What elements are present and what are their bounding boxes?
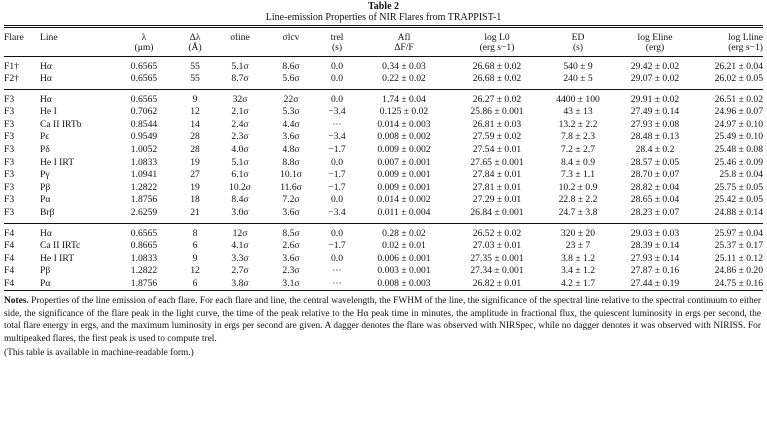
cell-sigma-lcv: 3.6σ [282,207,300,219]
cell-flare: F1† [4,60,19,72]
cell-log-lline: 24.97 ± 0.10 [714,118,763,130]
cell-line: Pβ [40,265,51,277]
bottom-rule [4,290,763,291]
cell-line: Pα [40,194,51,206]
col-header-log-lline: log Lline [728,32,763,44]
cell-flare: F3 [4,131,15,143]
notes-label: Notes. [4,296,29,307]
cell-wavelength: 1.2822 [130,181,158,193]
cell-sigma-lcv: 2.3σ [282,265,300,277]
cell-wavelength: 1.0833 [130,252,158,264]
cell-trel: −3.4 [328,106,346,118]
table-row [4,240,763,253]
cell-wavelength: 0.6565 [130,93,158,105]
cell-flare: F3 [4,118,15,130]
cell-amplitude: 0.011 ± 0.004 [377,207,431,219]
cell-log-lline: 24.75 ± 0.16 [714,278,763,289]
cell-trel: 0.0 [331,93,343,105]
cell-ed: 8.4 ± 0.9 [560,156,596,168]
cell-line: Ca II IRTc [40,240,81,252]
cell-log-lline: 25.97 ± 0.04 [714,227,763,239]
cell-flare: F3 [4,194,15,206]
cell-ed: 4400 ± 100 [556,93,600,105]
cell-sigma-line: 8.7σ [231,73,249,85]
cell-sigma-lcv: 2.6σ [282,240,300,252]
cell-log-lline: 26.21 ± 0.04 [714,60,763,72]
cell-flare: F2† [4,73,19,85]
cell-fwhm: 55 [190,60,200,72]
cell-sigma-line: 2.7σ [231,265,249,277]
cell-log-lline: 24.88 ± 0.14 [714,207,763,219]
table-title: Line-emission Properties of NIR Flares from TRAPPIST-1 [265,12,502,23]
cell-ed: 13.2 ± 2.2 [558,118,598,130]
cell-flare: F3 [4,106,15,118]
cell-ed: 7.8 ± 2.3 [560,131,596,143]
cell-log-l0: 26.82 ± 0.01 [472,278,522,289]
table-row [4,144,763,157]
cell-flare: F3 [4,144,15,156]
cell-ed: 7.3 ± 1.1 [560,169,596,181]
cell-amplitude: 0.02 ± 0.01 [382,240,426,252]
cell-fwhm: 6 [192,278,198,289]
cell-fwhm: 14 [190,118,200,130]
col-header-line: Line [40,32,58,44]
cell-amplitude: 0.014 ± 0.002 [377,194,431,206]
cell-sigma-lcv: 7.2σ [282,194,300,206]
cell-trel: 0.0 [331,156,343,168]
cell-ed: 4.2 ± 1.7 [560,278,596,289]
col-unit-flare [4,43,40,57]
col-unit-sigma-line [214,43,266,57]
cell-amplitude: 0.22 ± 0.02 [382,73,426,85]
cell-wavelength: 0.6565 [130,73,158,85]
cell-log-eline: 29.07 ± 0.02 [630,73,680,85]
cell-fwhm: 9 [192,93,198,105]
cell-wavelength: 0.8544 [130,118,158,130]
cell-sigma-lcv: 8.8σ [282,156,300,168]
cell-line: He I IRT [40,156,75,168]
cell-ed: 43 ± 13 [563,106,593,118]
cell-fwhm: 28 [190,144,200,156]
cell-line: He I [40,106,57,118]
col-unit-log-l0: (erg s−1) [479,42,515,53]
col-unit-wavelength: (μm) [134,42,154,53]
cell-ed: 24.7 ± 3.8 [558,207,598,219]
cell-sigma-lcv: 3.6σ [282,252,300,264]
cell-fwhm: 19 [190,156,200,168]
cell-flare: F3 [4,207,15,219]
cell-wavelength: 0.8665 [130,240,158,252]
cell-log-lline: 25.11 ± 0.12 [714,252,763,264]
col-unit-fwhm: (Å) [188,42,202,53]
cell-flare: F4 [4,265,15,277]
cell-ed: 10.2 ± 0.9 [558,181,598,193]
cell-log-lline: 25.42 ± 0.05 [714,194,763,206]
cell-log-lline: 25.37 ± 0.17 [714,240,763,252]
cell-log-l0: 26.27 ± 0.02 [472,93,522,105]
cell-log-lline: 25.8 ± 0.04 [719,169,763,181]
cell-log-l0: 25.86 ± 0.001 [470,106,524,118]
col-header-ed: ED [571,32,585,44]
notes-text: Properties of the line emission of each flare. For each flare and line, the central wavelength, the FWHM of the line, the significance of the spectral line relative to the spectral continuum to either side, the significance of the flare peak in the light curve, the time of the peak relative to the Hα peak time in minutes, the amplitude in fractional flux, the quiescent luminosity in ergs per second, the total flare energy in ergs, and the maximum luminosity in ergs per second are given. A dagger denotes the flare was observed with NIRSpec, while no dagger denotes it was observed with NIRISS. For multipeaked flares, the first peak is used to compute trel. [4,296,761,344]
cell-log-lline: 25.75 ± 0.05 [714,181,763,193]
cell-log-eline: 28.23 ± 0.07 [630,207,680,219]
line-emission-table [4,28,763,290]
cell-log-l0: 26.68 ± 0.02 [472,60,522,72]
col-header-wavelength: λ [141,32,147,44]
top-rule [4,25,763,26]
cell-line: Pα [40,278,51,289]
cell-amplitude: 0.28 ± 0.02 [382,227,426,239]
cell-trel: 0.0 [331,73,343,85]
cell-sigma-line: 5.1σ [231,156,249,168]
cell-wavelength: 1.8756 [130,278,158,289]
cell-line: Pδ [40,144,50,156]
col-header-amplitude: Afl [397,32,411,44]
cell-sigma-lcv: 5.6σ [282,73,300,85]
cell-flare: F4 [4,252,15,264]
cell-log-eline: 29.03 ± 0.03 [630,227,680,239]
cell-log-lline: 24.96 ± 0.07 [714,106,763,118]
table-row [4,181,763,194]
cell-sigma-lcv: 3.6σ [282,131,300,143]
cell-sigma-lcv: 4.8σ [282,144,300,156]
cell-line: Pϵ [40,131,50,143]
col-unit-sigma-lcv [266,43,316,57]
cell-fwhm: 6 [192,240,198,252]
cell-ed: 23 ± 7 [565,240,591,252]
cell-sigma-lcv: 3.1σ [282,278,300,289]
cell-log-l0: 27.29 ± 0.01 [472,194,522,206]
cell-trel: ⋯ [332,265,342,277]
cell-amplitude: 0.014 ± 0.003 [377,118,431,130]
cell-fwhm: 9 [192,252,198,264]
cell-log-l0: 26.81 ± 0.03 [472,118,522,130]
cell-ed: 540 ± 9 [563,60,593,72]
cell-wavelength: 1.2822 [130,265,158,277]
cell-log-l0: 27.84 ± 0.01 [472,169,522,181]
cell-log-l0: 27.54 ± 0.01 [472,144,522,156]
cell-trel: 0.0 [331,60,343,72]
cell-amplitude: 0.007 ± 0.001 [377,156,431,168]
cell-trel: −1.7 [328,240,346,252]
cell-wavelength: 2.6259 [130,207,158,219]
cell-log-l0: 26.84 ± 0.001 [470,207,524,219]
cell-log-eline: 27.44 ± 0.19 [630,278,680,289]
table-row [4,73,763,86]
cell-amplitude: 0.003 ± 0.001 [377,265,431,277]
cell-wavelength: 1.0833 [130,156,158,168]
cell-sigma-lcv: 4.4σ [282,118,300,130]
cell-trel: 0.0 [331,252,343,264]
cell-flare: F3 [4,93,15,105]
col-header-flare: Flare [4,32,24,44]
cell-log-l0: 27.59 ± 0.02 [472,131,522,143]
table-row [4,60,763,73]
cell-amplitude: 0.34 ± 0.03 [382,60,426,72]
table-row [4,93,763,106]
cell-log-eline: 28.82 ± 0.04 [630,181,680,193]
cell-amplitude: 0.125 ± 0.02 [379,106,429,118]
cell-fwhm: 55 [190,73,200,85]
table-row [4,156,763,169]
cell-log-l0: 27.81 ± 0.01 [472,181,522,193]
cell-log-lline: 26.51 ± 0.02 [714,93,763,105]
cell-sigma-lcv: 8.6σ [282,60,300,72]
cell-log-l0: 27.35 ± 0.001 [470,252,524,264]
cell-line: Pβ [40,181,51,193]
cell-line: Pγ [40,169,50,181]
cell-amplitude: 0.009 ± 0.001 [377,181,431,193]
cell-fwhm: 27 [190,169,200,181]
table-row [4,265,763,278]
cell-log-eline: 28.39 ± 0.14 [630,240,680,252]
cell-ed: 3.4 ± 1.2 [560,265,596,277]
col-unit-amplitude: ΔF/F [394,42,414,53]
cell-sigma-lcv: 11.6σ [280,181,302,193]
cell-sigma-line: 8.4σ [231,194,249,206]
col-unit-log-eline: (erg) [645,42,665,53]
cell-log-eline: 29.91 ± 0.02 [630,93,680,105]
cell-sigma-line: 3.3σ [231,252,249,264]
cell-log-lline: 25.48 ± 0.08 [714,144,763,156]
cell-log-eline: 27.87 ± 0.16 [630,265,680,277]
cell-fwhm: 12 [190,106,200,118]
cell-log-l0: 26.68 ± 0.02 [472,73,522,85]
cell-sigma-lcv: 10.1σ [280,169,302,181]
table-notes [4,295,763,345]
cell-wavelength: 0.6565 [130,227,158,239]
col-header-sigma-lcv: σlcv [282,32,300,44]
col-header-log-l0: log L0 [484,32,510,44]
table-number: Table 2 [367,1,400,12]
table-row [4,169,763,182]
cell-amplitude: 1.74 ± 0.04 [382,93,426,105]
cell-log-lline: 26.02 ± 0.05 [714,73,763,85]
cell-amplitude: 0.008 ± 0.003 [377,278,431,289]
table-row [4,106,763,119]
cell-trel: ⋯ [332,118,342,130]
cell-ed: 22.8 ± 2.2 [558,194,598,206]
cell-line: Hα [40,73,52,85]
cell-log-lline: 24.86 ± 0.20 [714,265,763,277]
cell-fwhm: 8 [192,227,198,239]
cell-wavelength: 0.6565 [130,60,158,72]
cell-fwhm: 28 [190,131,200,143]
cell-trel: −1.7 [328,144,346,156]
table-row [4,227,763,240]
cell-sigma-line: 4.0σ [231,144,249,156]
cell-trel: −1.7 [328,181,346,193]
cell-sigma-line: 32σ [232,93,248,105]
table-row [4,194,763,207]
col-header-log-eline: log Eline [637,32,673,44]
cell-wavelength: 1.0941 [130,169,158,181]
cell-wavelength: 0.7062 [130,106,158,118]
cell-trel: ⋯ [332,278,342,289]
cell-sigma-line: 6.1σ [231,169,249,181]
cell-flare: F4 [4,278,15,289]
cell-line: Hα [40,93,52,105]
cell-log-eline: 28.48 ± 0.13 [630,131,680,143]
cell-sigma-line: 2.1σ [231,106,249,118]
cell-log-eline: 28.4 ± 0.2 [635,144,675,156]
cell-fwhm: 21 [190,207,200,219]
cell-sigma-lcv: 8.5σ [282,227,300,239]
cell-log-eline: 28.57 ± 0.05 [630,156,680,168]
cell-sigma-line: 2.4σ [231,118,249,130]
cell-line: Hα [40,60,52,72]
cell-flare: F3 [4,169,15,181]
col-header-fwhm: Δλ [189,32,201,44]
cell-sigma-line: 3.0σ [231,207,249,219]
cell-sigma-line: 10.2σ [229,181,251,193]
cell-log-eline: 27.93 ± 0.08 [630,118,680,130]
cell-log-eline: 27.93 ± 0.14 [630,252,680,264]
cell-wavelength: 0.9549 [130,131,158,143]
table-row [4,131,763,144]
cell-trel: −3.4 [328,131,346,143]
cell-log-l0: 27.65 ± 0.001 [470,156,524,168]
cell-log-eline: 27.49 ± 0.14 [630,106,680,118]
cell-line: Brβ [40,207,55,219]
cell-sigma-line: 2.3σ [231,131,249,143]
cell-flare: F4 [4,227,15,239]
col-header-trel: trel [330,32,344,44]
cell-log-l0: 26.52 ± 0.02 [472,227,522,239]
cell-ed: 7.2 ± 2.7 [560,144,596,156]
col-header-sigma-line: σline [230,32,250,44]
cell-trel: −1.7 [328,169,346,181]
cell-fwhm: 18 [190,194,200,206]
header-row-bottom [4,43,763,57]
cell-log-lline: 25.46 ± 0.09 [714,156,763,168]
cell-flare: F3 [4,156,15,168]
header-row-top [4,28,763,43]
cell-amplitude: 0.009 ± 0.001 [377,169,431,181]
cell-sigma-lcv: 5.3σ [282,106,300,118]
col-unit-trel: (s) [331,42,343,53]
table-row [4,207,763,220]
cell-amplitude: 0.006 ± 0.001 [377,252,431,264]
cell-wavelength: 1.0052 [130,144,158,156]
cell-log-eline: 29.42 ± 0.02 [630,60,680,72]
cell-trel: 0.0 [331,227,343,239]
cell-line: Hα [40,227,52,239]
cell-trel: −3.4 [328,207,346,219]
cell-fwhm: 19 [190,181,200,193]
cell-sigma-lcv: 22σ [283,93,299,105]
cell-ed: 320 ± 20 [560,227,596,239]
cell-log-eline: 28.65 ± 0.04 [630,194,680,206]
cell-sigma-line: 5.1σ [231,60,249,72]
cell-flare: F3 [4,181,15,193]
cell-log-l0: 27.34 ± 0.001 [470,265,524,277]
cell-amplitude: 0.009 ± 0.002 [377,144,431,156]
col-unit-line [40,43,112,57]
cell-flare: F4 [4,240,15,252]
cell-log-l0: 27.03 ± 0.01 [472,240,522,252]
table-row [4,118,763,131]
cell-trel: 0.0 [331,194,343,206]
table-container [4,2,763,359]
availability-note: (This table is available in machine-readable form.) [4,348,194,359]
cell-fwhm: 12 [190,265,200,277]
cell-amplitude: 0.008 ± 0.002 [377,131,431,143]
cell-log-eline: 28.70 ± 0.07 [630,169,680,181]
cell-log-lline: 25.49 ± 0.10 [714,131,763,143]
cell-sigma-line: 3.8σ [231,278,249,289]
cell-wavelength: 1.8756 [130,194,158,206]
cell-ed: 240 ± 5 [563,73,593,85]
table-row [4,252,763,265]
cell-ed: 3.8 ± 1.2 [560,252,596,264]
table-body [4,57,763,290]
cell-sigma-line: 4.1σ [231,240,249,252]
cell-line: Ca II IRTb [40,118,82,130]
cell-line: He I IRT [40,252,75,264]
table-row [4,278,763,291]
cell-sigma-line: 12σ [232,227,248,239]
col-unit-log-lline: (erg s−1) [728,42,763,53]
col-unit-ed: (s) [572,42,584,53]
